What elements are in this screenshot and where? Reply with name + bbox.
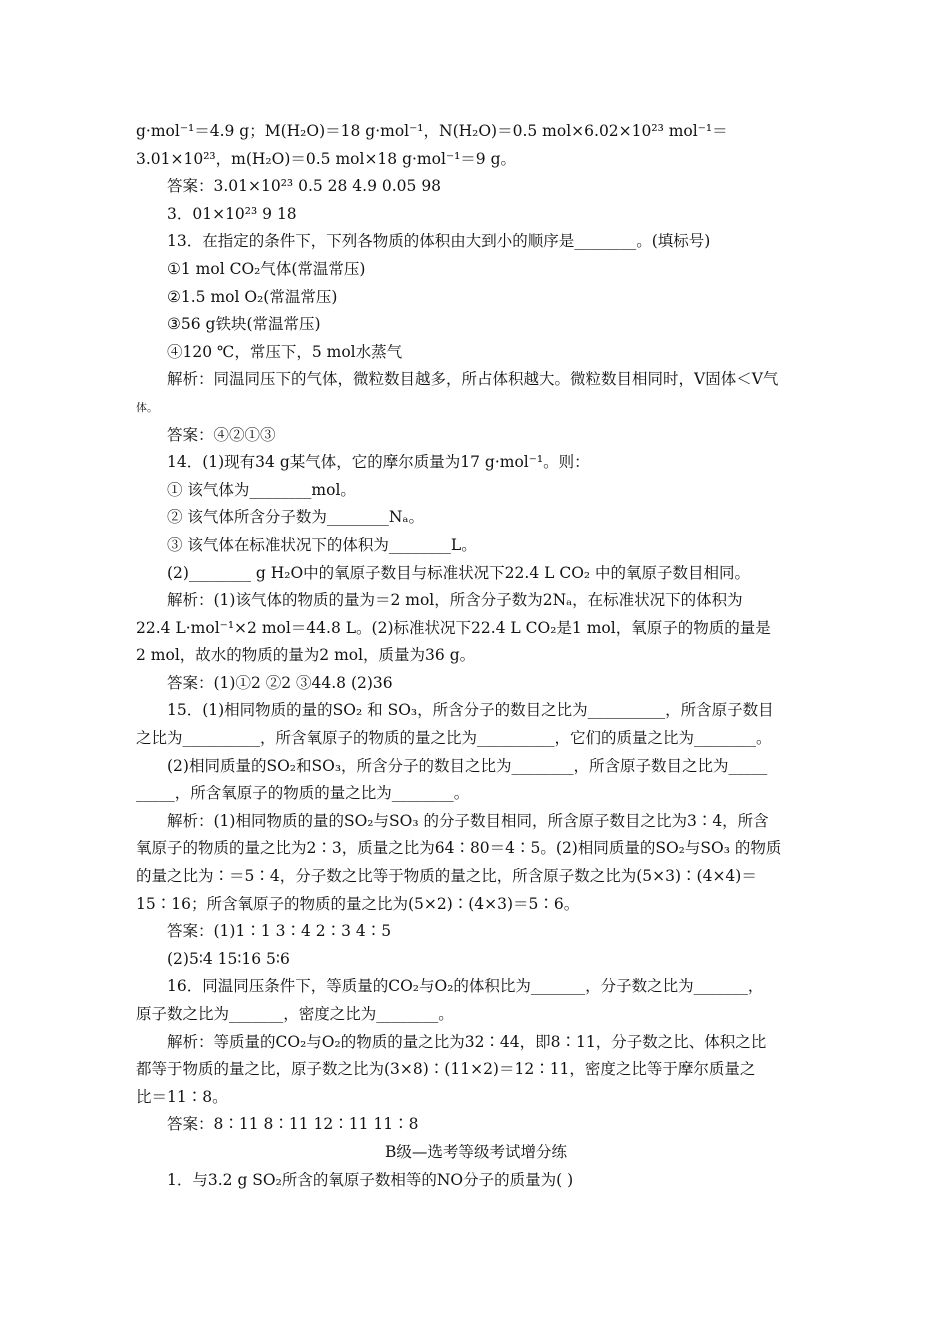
question-14: 14．(1)现有34 g某气体，它的摩尔质量为17 g·mol⁻¹。则： [167, 453, 590, 472]
answer-line: 答案：④②①③ [167, 425, 276, 444]
document-body [136, 118, 816, 1194]
analysis-line: 解析：(1)该气体的物质的量为＝2 mol，所含分子数为2Nₐ，在标准状况下的体积为 [167, 591, 743, 610]
option-line: ④120 ℃，常压下，5 mol水蒸气 [167, 342, 403, 361]
question-15-cont: _____，所含氧原子的物质的量之比为________。 [136, 784, 470, 803]
analysis-line: 解析：同温同压下的气体，微粒数目越多，所占体积越大。微粒数目相同时，V固体＜V气 [167, 370, 779, 389]
analysis-line: 都等于物质的量之比，原子数之比为(3×8)∶(11×2)＝12∶11，密度之比等于摩尔质量之 [136, 1060, 756, 1079]
analysis-line: 22.4 L·mol⁻¹×2 mol＝44.8 L。(2)标准状况下22.4 L CO₂是1 mol，氧原子的物质的量是 [136, 618, 771, 637]
question-15-cont: 之比为__________，所含氧原子的物质的量之比为__________，它们的质量之比为________。 [136, 729, 772, 748]
section-heading: B级—选考等级考试增分练 [385, 1142, 567, 1161]
question-16-cont: 原子数之比为_______，密度之比为________。 [136, 1005, 454, 1023]
analysis-line: 解析：(1)相同物质的量的SO₂与SO₃ 的分子数目相同，所含原子数目之比为3∶4，所含 [167, 811, 769, 830]
analysis-line: 2 mol，故水的物质的量为2 mol，质量为36 g。 [136, 646, 476, 665]
question-13: 13．在指定的条件下，下列各物质的体积由大到小的顺序是________。(填标号) [167, 232, 711, 251]
answer-line: 3．01×10²³ 9 18 [167, 204, 297, 223]
option-line: ③56 g铁块(常温常压) [167, 315, 321, 334]
analysis-line: 氧原子的物质的量之比为2∶3，质量之比为64∶80＝4∶5。(2)相同质量的SO₂与SO₃ 的物质 [136, 839, 782, 858]
analysis-line: 体。 [136, 400, 158, 414]
sub-question: (2)________ g H₂O中的氧原子数目与标准状况下22.4 L CO₂ 中的氧原子数目相同。 [167, 563, 751, 582]
sub-question: ① 该气体为________mol。 [167, 480, 356, 499]
sub-question: ③ 该气体在标准状况下的体积为________L。 [167, 535, 477, 554]
answer-line: 答案：8∶11 8∶11 12∶11 11∶8 [167, 1115, 419, 1134]
analysis-line: 15∶16；所含氧原子的物质的量之比为(5×2)∶(4×3)＝5∶6。 [136, 894, 580, 913]
analysis-line: 的量之比为∶＝5∶4，分子数之比等于物质的量之比，所含原子数之比为(5×3)∶(4×4)＝ [136, 867, 757, 886]
analysis-line: 比＝11∶8。 [136, 1087, 228, 1106]
sub-question: ② 该气体所含分子数为________Nₐ。 [167, 508, 424, 527]
text-line: g·mol⁻¹＝4.9 g；M(H₂O)＝18 g·mol⁻¹，N(H₂O)＝0.5 mol×6.02×10²³ mol⁻¹＝ [136, 122, 728, 140]
question-15: 15．(1)相同物质的量的SO₂ 和 SO₃，所含分子的数目之比为__________，所含原子数目 [167, 701, 774, 720]
answer-line: 答案：3.01×10²³ 0.5 28 4.9 0.05 98 [167, 177, 442, 196]
answer-line: 答案：(1)1∶1 3∶4 2∶3 4∶5 [167, 922, 392, 941]
option-line: ①1 mol CO₂气体(常温常压) [167, 259, 366, 278]
option-line: ②1.5 mol O₂(常温常压) [167, 287, 338, 306]
answer-line: 答案：(1)①2 ②2 ③44.8 (2)36 [167, 673, 393, 692]
question-b1: 1．与3.2 g SO₂所含的氧原子数相等的NO分子的质量为( ) [167, 1170, 574, 1189]
analysis-line: 解析：等质量的CO₂与O₂的物质的量之比为32∶44，即8∶11，分子数之比、体积之比 [167, 1032, 767, 1051]
question-16: 16．同温同压条件下，等质量的CO₂与O₂的体积比为_______，分子数之比为_______， [167, 977, 764, 996]
text-line: 3.01×10²³，m(H₂O)＝0.5 mol×18 g·mol⁻¹＝9 g。 [136, 149, 517, 168]
question-15-part2: (2)相同质量的SO₂和SO₃，所含分子的数目之比为________，所含原子数目之比为_____ [167, 756, 768, 775]
answer-line: (2)5∶4 15∶16 5∶6 [167, 949, 290, 968]
